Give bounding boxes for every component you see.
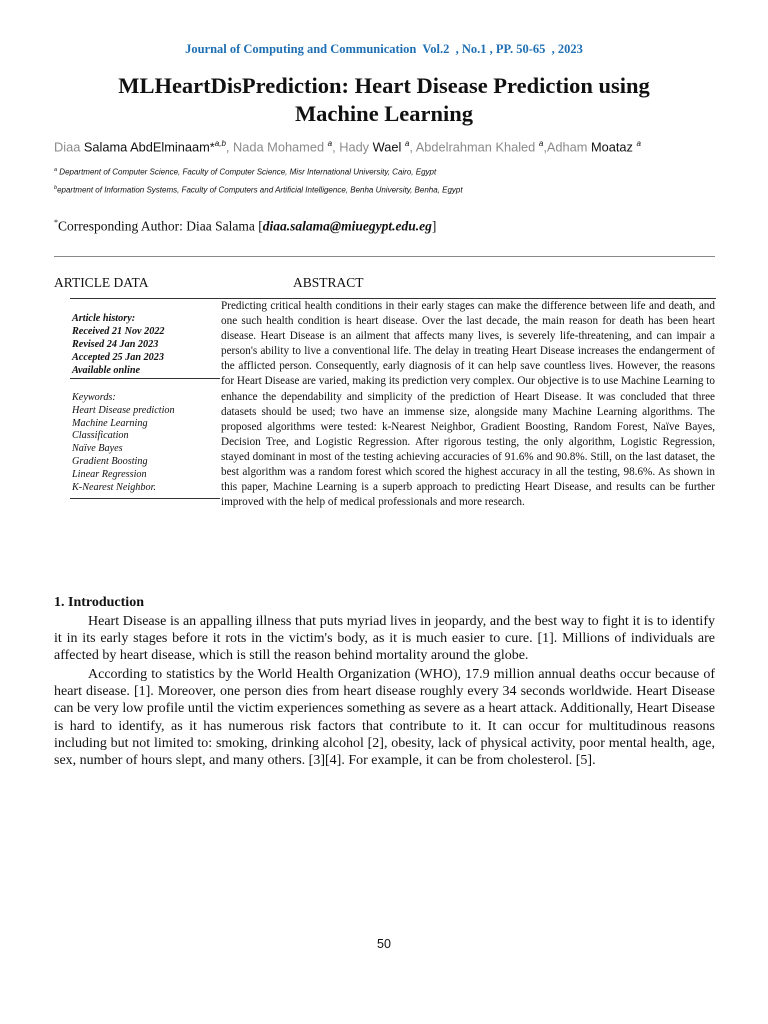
author-4-name: , Abdelrahman Khaled xyxy=(409,139,536,155)
keywords-heading: Keywords: xyxy=(72,392,116,403)
keyword-item: Linear Regression xyxy=(72,468,147,480)
affiliation-b-mark: b xyxy=(54,185,58,191)
keyword-item: Naïve Bayes xyxy=(72,443,123,455)
article-history xyxy=(72,312,165,377)
corresponding-label: Corresponding Author: Diaa Salama [ xyxy=(58,218,263,234)
title-line-1: MLHeartDisPrediction: Heart Disease Prediction using xyxy=(118,73,650,98)
corresponding-author xyxy=(54,218,436,235)
header-divider xyxy=(54,256,715,257)
author-1-affil: a,b xyxy=(214,139,226,148)
article-data-heading: ARTICLE DATA xyxy=(54,275,149,290)
author-4-affil: a xyxy=(538,139,544,148)
author-3-first: , Hady xyxy=(332,139,370,155)
affiliation-a-text: Department of Computer Science, Faculty of Computer Science, Misr International University, Cairo, Egypt xyxy=(59,167,437,177)
abstract-heading: ABSTRACT xyxy=(293,275,364,290)
author-1-name: Salama AbdElminaam* xyxy=(83,139,215,155)
author-2-affil: a xyxy=(327,139,333,148)
affiliation-b xyxy=(54,185,463,195)
affiliation-a-mark: a xyxy=(54,167,58,173)
author-list xyxy=(54,139,641,154)
keyword-item: Classification xyxy=(72,430,129,442)
author-1-first: Diaa xyxy=(54,139,81,155)
keyword-item: K-Nearest Neighbor. xyxy=(72,481,156,493)
keyword-item: Machine Learning xyxy=(72,417,148,429)
author-5-first: ,Adham xyxy=(543,139,588,155)
keywords-block xyxy=(72,392,175,494)
corresponding-mark: * xyxy=(54,218,58,227)
introduction-heading: 1. Introduction xyxy=(54,595,144,610)
history-online: Available online xyxy=(72,365,141,376)
corresponding-close: ] xyxy=(431,218,437,234)
journal-header: Journal of Computing and Communication Vol.2 , No.1 , PP. 50-65 , 2023 xyxy=(185,42,583,56)
history-revised: Revised 24 Jan 2023 xyxy=(72,339,159,350)
affiliation-a xyxy=(54,167,436,177)
corresponding-email[interactable]: diaa.salama@miuegypt.edu.eg xyxy=(262,218,432,234)
paper-title xyxy=(60,72,708,128)
intro-paragraph-2: According to statistics by the World Health Organization (WHO), 17.9 million annual deaths occur because of heart disease. [1]. Moreover, one person dies from heart disease roughly every 34 seconds worldwide. Heart Disease can be very low profile until the victim experiences something as severe as a heart attack. Additionally, Heart Disease is hard to identify, as it has numerous risk factors that contribute to it. It can occur for multitudinous reasons including but not limited to: smoking, drinking alcohol [2], obesity, lack of physical activity, poor mental health, age, sex, number of hours slept, and many others. [3][4]. For example, it can be from cholesterol. [5]. xyxy=(54,667,715,769)
history-received: Received 21 Nov 2022 xyxy=(72,326,165,337)
intro-paragraph-1: Heart Disease is an appalling illness that puts myriad lives in jeopardy, and the best way to fight it is to identify it in its early stages before it rots in the victim's body, as it is much easier to cure. [1]. Millions of individuals are affected by heart disease, which is still the reason behind mortality around the globe. xyxy=(54,614,715,664)
page-number: 50 xyxy=(377,937,391,951)
author-5-name: Moataz xyxy=(590,139,633,155)
title-line-2: Machine Learning xyxy=(294,101,474,126)
author-3-affil: a xyxy=(404,139,410,148)
keywords-rule xyxy=(70,498,220,499)
author-2-name: , Nada Mohamed xyxy=(225,139,325,155)
keyword-item: Heart Disease prediction xyxy=(72,404,175,416)
affiliation-b-text: epartment of Information Systems, Faculty of Computers and Artificial Intelligence, Benha University, Benha, Egypt xyxy=(57,185,463,195)
history-heading: Article history: xyxy=(72,313,136,324)
keyword-item: Gradient Boosting xyxy=(72,455,148,467)
history-rule xyxy=(70,378,220,379)
author-3-name: Wael xyxy=(372,139,402,155)
abstract-text: Predicting critical health conditions in their early stages can make the difference between life and death, and one such health condition is heart disease. Over the last decade, the main reason for death has been heart disease. Heart Disease is an ailment that affects many lives, is severely life-threatening, and can impair a person's ability to live a conventional life. The delay in treating Heart Disease increases the endangerment of the afflicted person. Consequently, early diagnosis of it can help save countless lives. However, the reasons for Heart Disease are varied, making its prediction very complex. Our objective is to use Machine Learning to enhance the dependability and simplicity of the prediction of Heart Disease. It was concluded that three datasets should be used; two have an immense size, alongside many Machine Learning algorithms. The proposed algorithms were tested: k-Nearest Neighbor, Gradient Boosting, Random Forest, Naïve Bayes, Decision Tree, and Logistic Regression. After rigorous testing, the only algorithm, Logistic Regression, stayed dominant in most of the testing achieving accuracies of 91.6% and 90.8%. Still, on the last dataset, the best algorithm was a random forest which scored the highest accuracy in all the testing, 98.6%. As shown in this paper, Machine Learning is a superb approach to predicting Heart Disease, and results can be further improved with the help of medical professionals and more research. xyxy=(221,300,715,509)
author-5-affil: a xyxy=(636,139,641,148)
history-accepted: Accepted 25 Jan 2023 xyxy=(72,352,164,363)
